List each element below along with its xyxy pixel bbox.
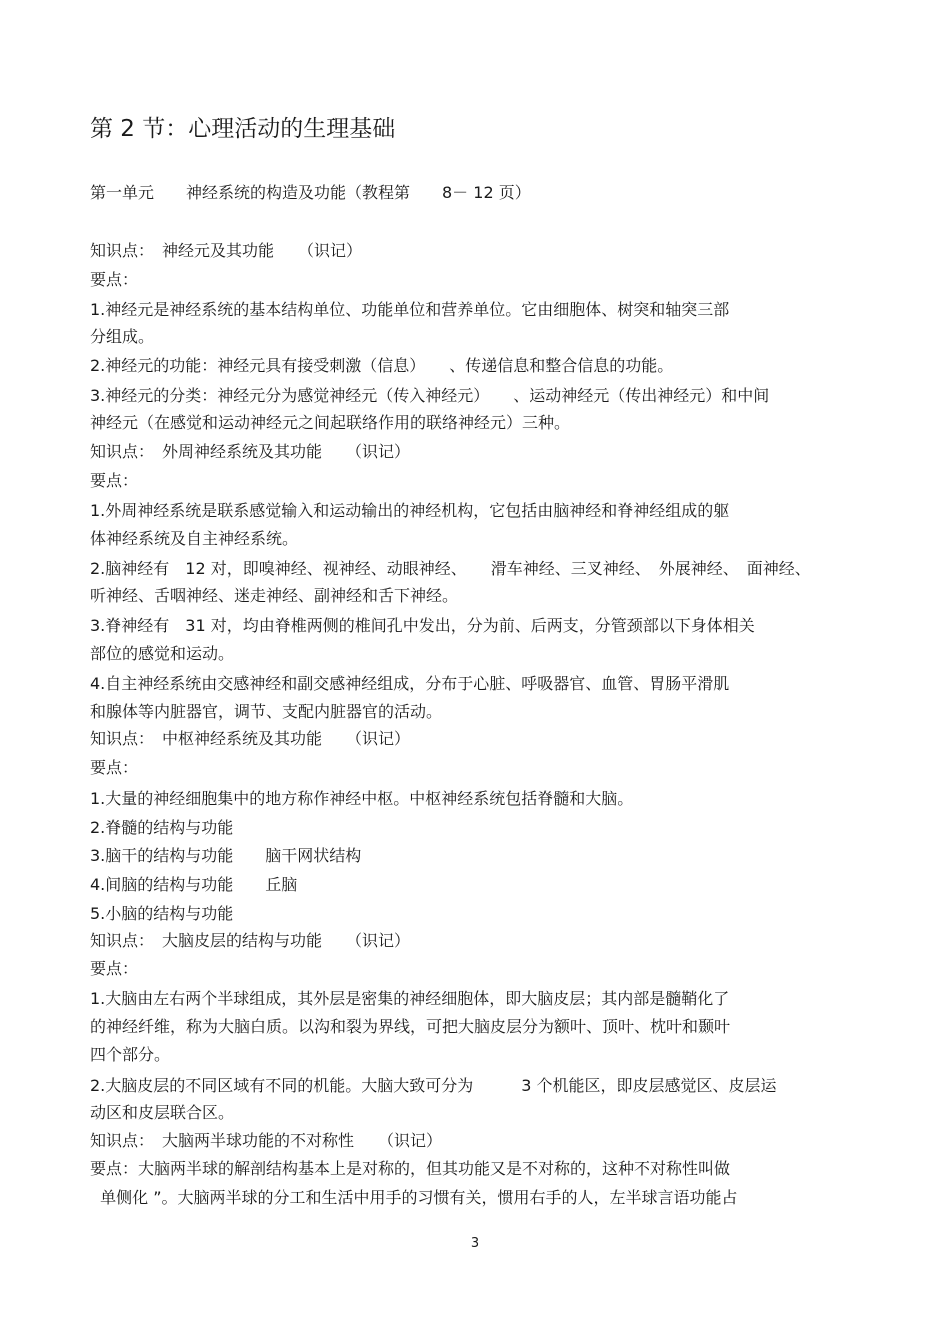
text-line: 1.外周神经系统是联系感觉输入和运动输出的神经机构，它包括由脑神经和脊神经组成的躯 — [90, 501, 730, 520]
text-line: 单侧化 ”。大脑两半球的分工和生活中用手的习惯有关，惯用右手的人，左半球言语功能占 — [90, 1188, 738, 1207]
text-line: 2.脑神经有 12 对，即嗅神经、视神经、动眼神经、 滑车神经、三叉神经、 外展神经、 面神经、 — [90, 559, 811, 578]
text-line: 要点：大脑两半球的解剖结构基本上是对称的，但其功能又是不对称的，这种不对称性叫做 — [90, 1159, 731, 1178]
text-line: 1.大量的神经细胞集中的地方称作神经中枢。中枢神经系统包括脊髓和大脑。 — [90, 789, 634, 808]
text-line: 1.大脑由左右两个半球组成，其外层是密集的神经细胞体，即大脑皮层；其内部是髓鞘化了 — [90, 989, 730, 1008]
text-line: 体神经系统及自主神经系统。 — [90, 529, 299, 548]
text-line: 听神经、舌咽神经、迷走神经、副神经和舌下神经。 — [90, 586, 459, 605]
text-line: 2.神经元的功能：神经元具有接受刺激（信息） 、传递信息和整合信息的功能。 — [90, 356, 674, 375]
text-line: 3.脑干的结构与功能 脑干网状结构 — [90, 846, 362, 865]
text-line: 4.间脑的结构与功能 丘脑 — [90, 875, 298, 894]
text-line: 2.大脑皮层的不同区域有不同的机能。大脑大致可分为 3 个机能区，即皮层感觉区、皮层运 — [90, 1076, 777, 1095]
text-line: 1.神经元是神经系统的基本结构单位、功能单位和营养单位。它由细胞体、树突和轴突三部 — [90, 300, 730, 319]
text-line: 知识点： 神经元及其功能 （识记） — [90, 241, 363, 260]
text-line: 的神经纤维，称为大脑白质。以沟和裂为界线，可把大脑皮层分为额叶、顶叶、枕叶和颞叶 — [90, 1017, 731, 1036]
text-line: 要点： — [90, 758, 139, 777]
text-line: 知识点： 大脑两半球功能的不对称性 （识记） — [90, 1131, 443, 1150]
unit-heading: 第一单元 神经系统的构造及功能（教程第 8－ 12 页） — [90, 183, 531, 202]
text-line: 要点： — [90, 959, 139, 978]
text-line: 神经元（在感觉和运动神经元之间起联络作用的联络神经元）三种。 — [90, 413, 571, 432]
text-line: 知识点： 外周神经系统及其功能 （识记） — [90, 442, 411, 461]
text-line: 知识点： 中枢神经系统及其功能 （识记） — [90, 729, 411, 748]
text-line: 3.神经元的分类：神经元分为感觉神经元（传入神经元） 、运动神经元（传出神经元）和中间 — [90, 386, 770, 405]
text-line: 3.脊神经有 31 对，均由脊椎两侧的椎间孔中发出，分为前、后两支，分管颈部以下身体相关 — [90, 616, 755, 635]
text-line: 部位的感觉和运动。 — [90, 644, 235, 663]
text-line: 要点： — [90, 270, 139, 289]
section-title: 第 2 节：心理活动的生理基础 — [90, 116, 396, 142]
text-line: 动区和皮层联合区。 — [90, 1103, 235, 1122]
page-number: 3 — [470, 1236, 480, 1251]
text-line: 要点： — [90, 471, 139, 490]
text-line: 四个部分。 — [90, 1045, 171, 1064]
text-line: 2.脊髓的结构与功能 — [90, 818, 234, 837]
text-line: 5.小脑的结构与功能 — [90, 904, 234, 923]
text-line: 和腺体等内脏器官，调节、支配内脏器官的活动。 — [90, 702, 443, 721]
text-line: 分组成。 — [90, 327, 155, 346]
text-line: 4.自主神经系统由交感神经和副交感神经组成，分布于心脏、呼吸器官、血管、胃肠平滑肌 — [90, 674, 730, 693]
text-line: 知识点： 大脑皮层的结构与功能 （识记） — [90, 931, 411, 950]
